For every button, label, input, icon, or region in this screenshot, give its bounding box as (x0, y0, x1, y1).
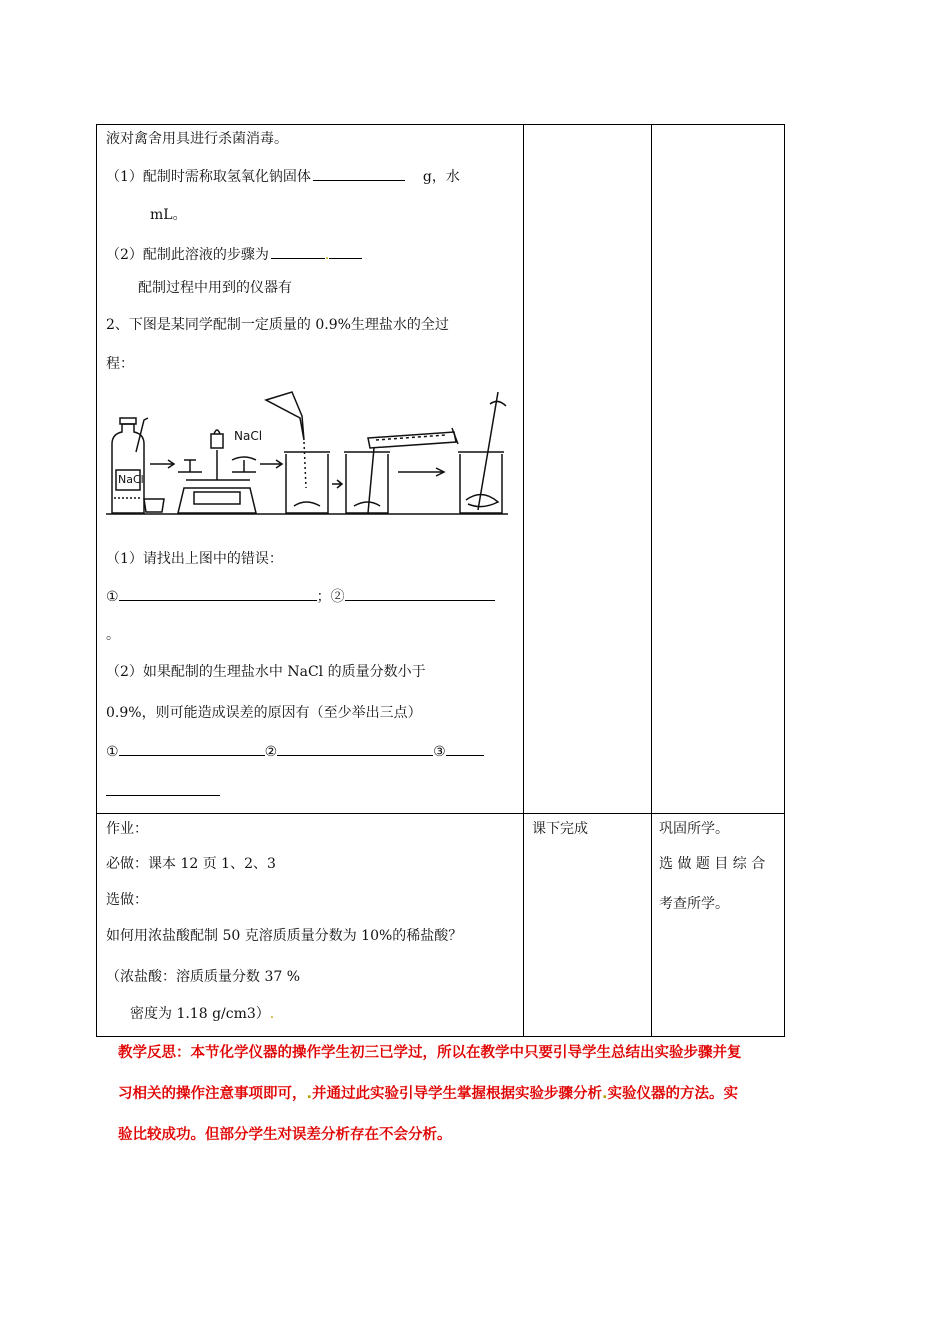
column3-line3: 考查所学。 (659, 896, 729, 912)
circled-2: ② (330, 589, 345, 605)
glass-rod-icon (478, 392, 498, 510)
unit-text: mL。 (150, 207, 187, 223)
reagent-bottle-icon (112, 418, 144, 513)
error-question-line2: 0.9%，则可能造成误差的原因有（至少举出三点） (106, 705, 422, 721)
column-divider (651, 125, 652, 1036)
question-1 (106, 166, 460, 186)
q2-text: （2）配制此溶液的步骤为 (106, 247, 269, 263)
error-answers (106, 586, 495, 606)
blank-line (119, 586, 317, 601)
optional-label: 选做： (106, 892, 148, 908)
arrow-icon (398, 468, 444, 476)
blank-line (345, 586, 495, 601)
paper-icon (266, 392, 304, 440)
blank-line (106, 795, 220, 796)
blank-line (446, 741, 484, 756)
circled-3: ③ (433, 744, 446, 760)
reflection-line1: 教学反思：本节化学仪器的操作学生初三已学过，所以在教学中只要引导学生总结出实验步骤并复 (118, 1045, 742, 1061)
weighing-dish-icon (144, 499, 164, 512)
period-text: 。 (106, 627, 120, 643)
column2-text: 课下完成 (532, 821, 588, 837)
column3-line1: 巩固所学。 (659, 821, 729, 837)
arrow-icon (332, 480, 342, 488)
blank-line (271, 244, 325, 259)
error-question-line1: （2）如果配制的生理盐水中 NaCl 的质量分数小于 (106, 664, 426, 680)
instruments-text: 配制过程中用到的仪器有 (138, 280, 292, 296)
blank-line (119, 741, 265, 756)
column3-line2: 选 做 题 目 综 合 (659, 856, 766, 872)
blank-line (329, 244, 362, 259)
circled-2: ② (264, 744, 278, 760)
semicolon: ； (316, 589, 331, 605)
circled-1: ① (106, 589, 119, 605)
row-divider (97, 813, 784, 814)
hint-line2: 密度为 1.18 g/cm3）. (130, 1006, 275, 1022)
column-divider (523, 125, 524, 1036)
find-errors-text: （1）请找出上图中的错误： (106, 551, 283, 567)
reflection-line3: 验比较成功。但部分学生对误差分析存在不会分析。 (118, 1127, 452, 1143)
blank-line (313, 166, 405, 181)
beaker-icon (458, 452, 504, 513)
stir-arrow-icon (490, 401, 506, 406)
problem-2-line1: 2、下图是某同学配制一定质量的 0.9%生理盐水的全过 (106, 317, 449, 333)
q1-text: （1）配制时需称取氢氧化钠固体 (106, 169, 311, 185)
arrow-icon (150, 460, 174, 468)
graduated-cylinder-icon (368, 428, 458, 448)
q1-text-mid: g，水 (422, 169, 460, 185)
spatula-icon (136, 418, 148, 452)
reason-answers (106, 741, 484, 761)
bottle-label: NaCl (118, 473, 144, 486)
experiment-figure (106, 388, 508, 520)
optional-question: 如何用浓盐酸配制 50 克溶质质量分数为 10%的稀盐酸？ (106, 928, 463, 944)
beaker-icon (344, 452, 390, 513)
required-homework: 必做：课本 12 页 1、2、3 (106, 856, 276, 872)
reflection-line2: 习相关的操作注意事项即可，.并通过此实验引导学生掌握根据实验步骤分析.实验仪器的方法。实 (118, 1086, 739, 1102)
hint-line1: （浓盐酸：溶质质量分数 37 % (106, 969, 301, 985)
problem-2-line2: 程： (106, 356, 134, 372)
scale-label: NaCl (234, 429, 263, 443)
arrow-icon (260, 460, 282, 468)
circled-1: ① (106, 744, 119, 760)
question-2: （2）配制此溶液的步骤为 . (106, 244, 362, 264)
text-line: 液对禽舍用具进行杀菌消毒。 (106, 131, 288, 147)
homework-label: 作业： (106, 821, 148, 837)
blank-line (277, 741, 433, 756)
beaker-icon (284, 452, 330, 513)
